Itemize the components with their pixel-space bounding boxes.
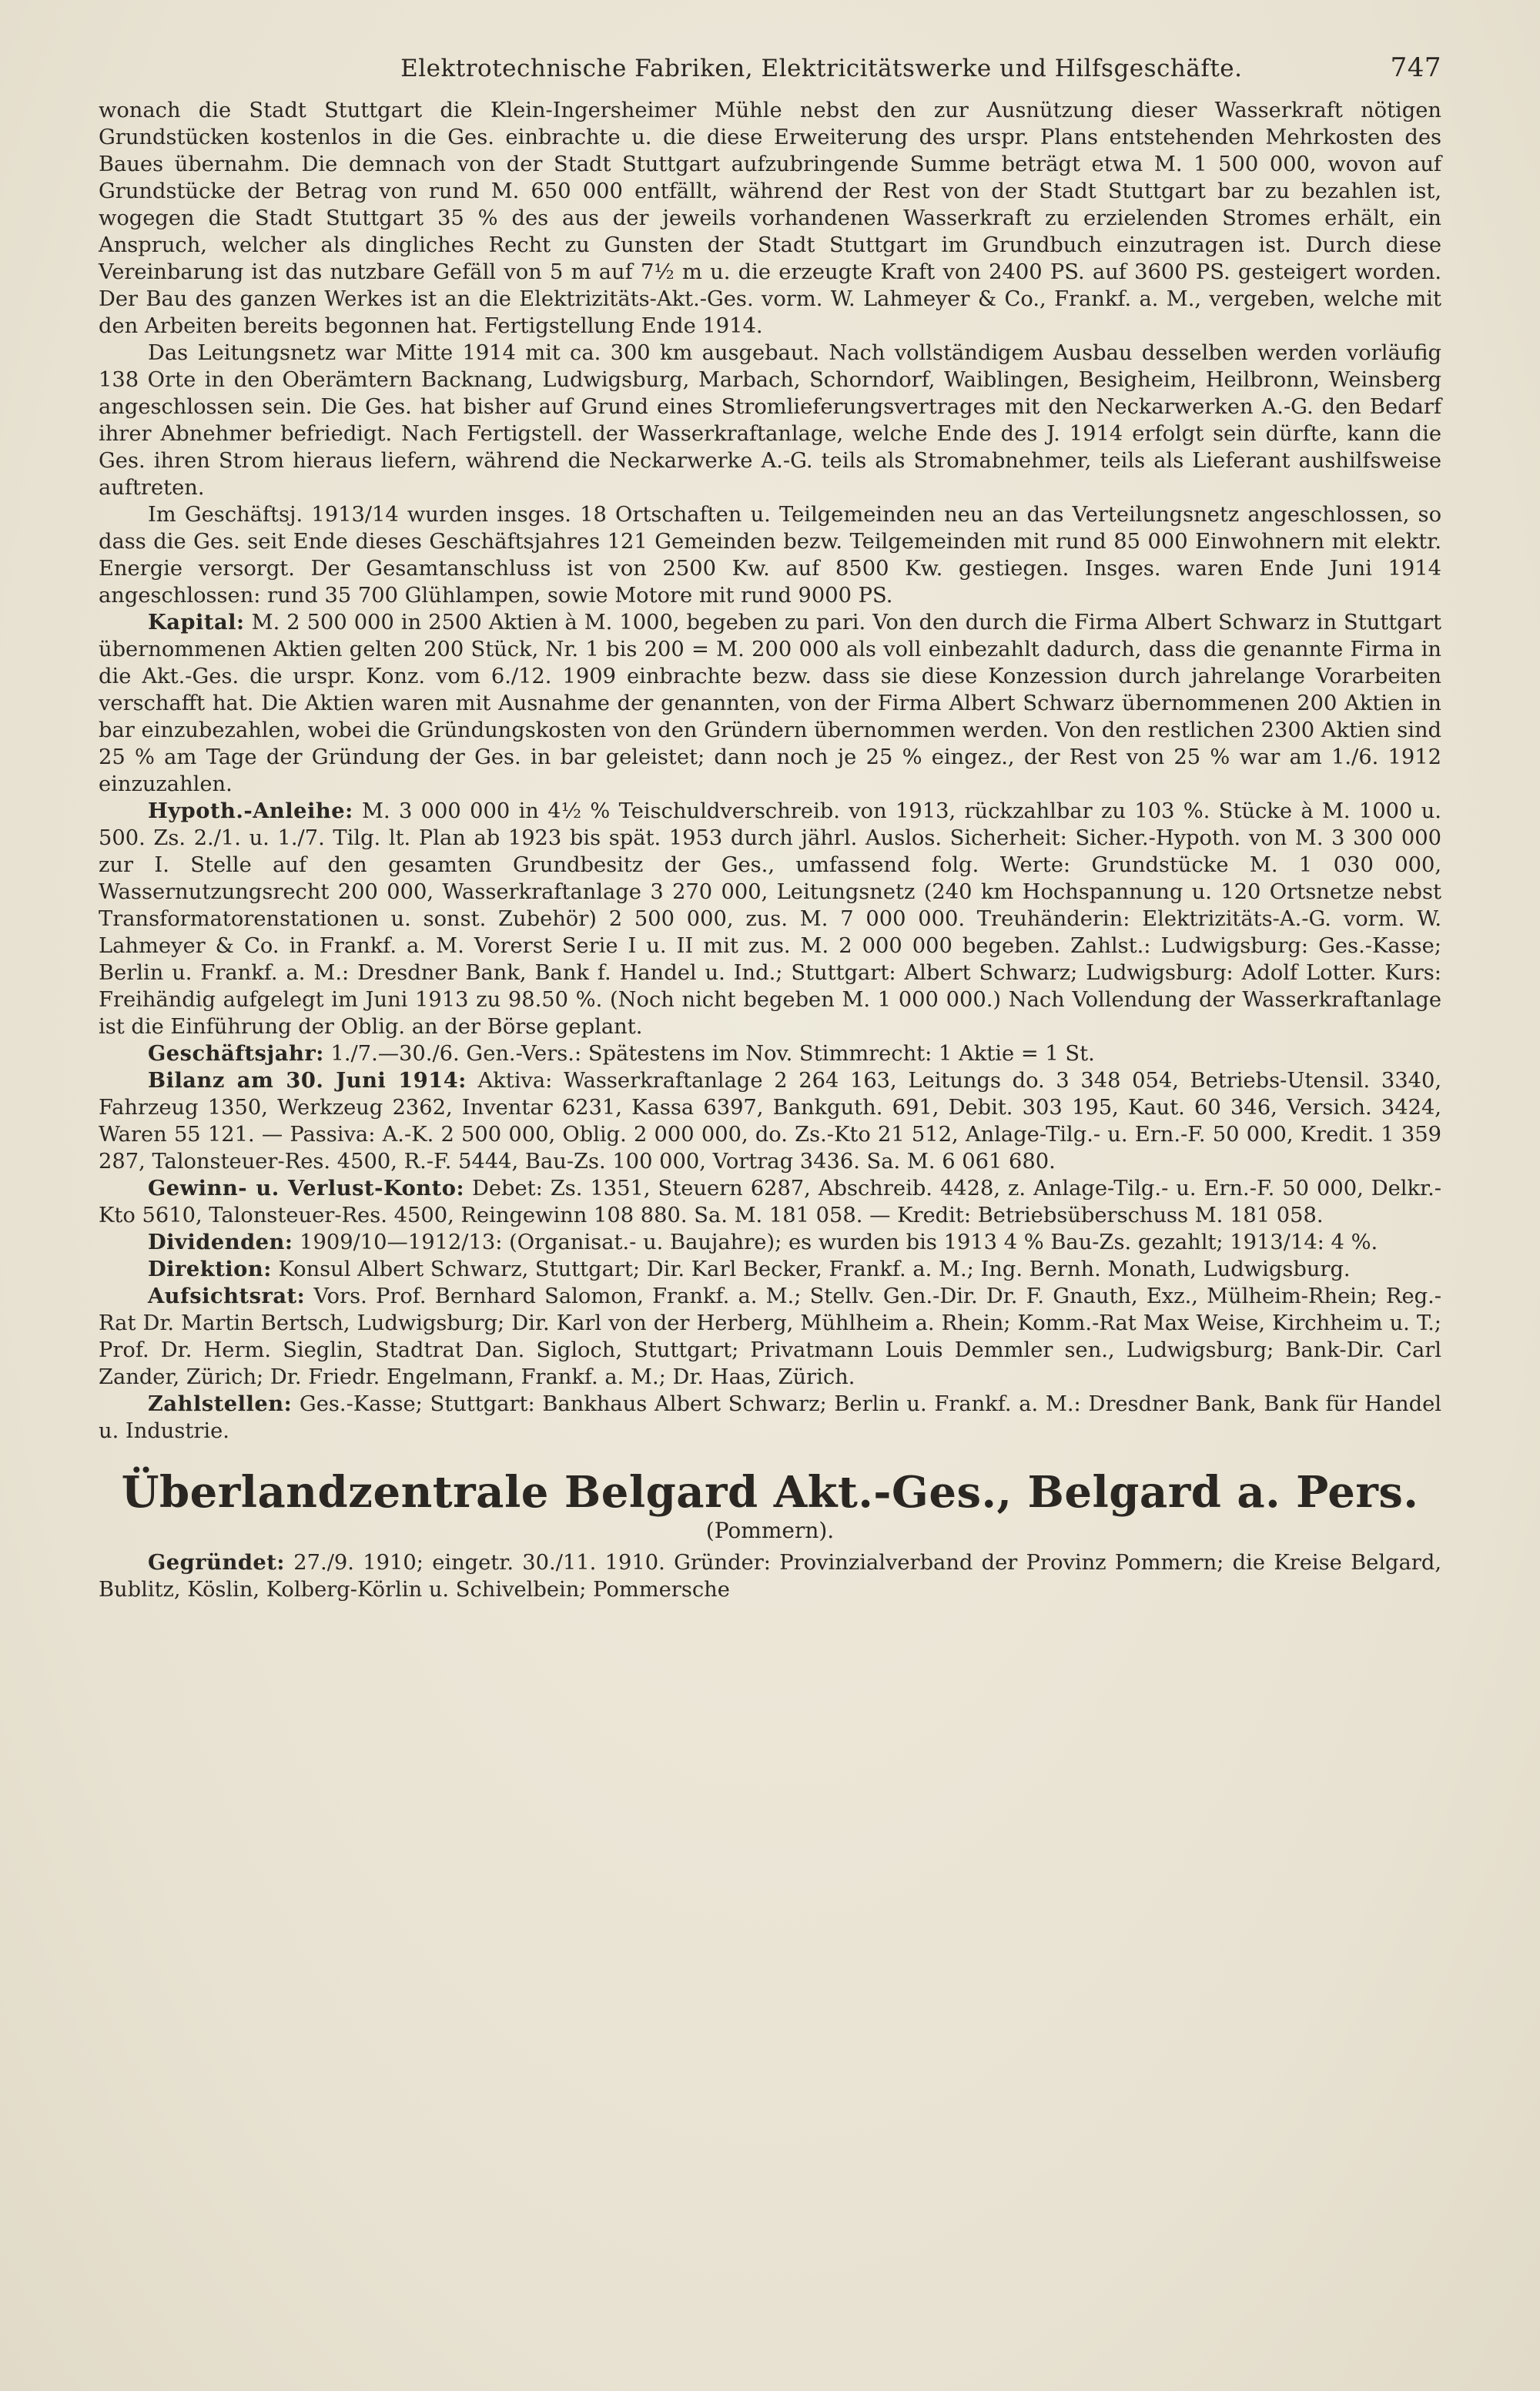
paragraph	[99, 340, 1441, 501]
running-title: Elektrotechnische Fabriken, Elektricitätswerke und Hilfsgeschäfte.	[400, 55, 1243, 82]
section-heading: Überlandzentrale Belgard Akt.-Ges., Belgard a. Pers.	[121, 1467, 1419, 1518]
paragraph-geschaeftsjahr	[99, 1040, 1441, 1067]
paragraph-gegruendet	[99, 1549, 1441, 1603]
paragraph-text: Das Leitungsnetz war Mitte 1914 mit ca. 300 km ausgebaut. Nach vollständigem Ausbau desselben werden vorläufig 138 Orte in den Oberämtern Backnang, Ludwigsburg, Marbach, Schorndorf, Waiblingen, Besigheim, Heilbronn, Weinsberg angeschlossen sein. Die Ges. hat bisher auf Grund eines Stromlieferungsvertrages mit den Neckarwerken A.-G. den Bedarf ihrer Abnehmer befriedigt. Nach Fertigstell. der Wasserkraftanlage, welche Ende des J. 1914 erfolgt sein dürfte, kann die Ges. ihren Strom hieraus liefern, während die Neckarwerke A.-G. teils als Stromabnehmer, teils als Lieferant aushilfsweise auftreten.	[99, 341, 1441, 500]
section-subheading: (Pommern).	[705, 1518, 835, 1543]
paragraph-text: Aktiva: Wasserkraftanlage 2 264 163, Leitungs do. 3 348 054, Betriebs-Utensil. 3340, Fahrzeug 1350, Werkzeug 2362, Inventar 6231, Kassa 6397, Bankguth. 691, Debit. 303 195, Kaut. 60 346, Versich. 3424, Waren 55 121. — Passiva: A.-K. 2 500 000, Oblig. 2 000 000, do. Zs.-Kto 21 512, Anlage-Tilg.- u. Ern.-F. 50 000, Kredit. 1 359 287, Talonsteuer-Res. 4500, R.-F. 5444, Bau-Zs. 100 000, Vortrag 3436. Sa. M. 6 061 680.	[99, 1069, 1442, 1174]
page-header	[99, 52, 1441, 83]
paragraph-text: Konsul Albert Schwarz, Stuttgart; Dir. Karl Becker, Frankf. a. M.; Ing. Bernh. Monath, Ludwigsburg.	[278, 1257, 1351, 1281]
paragraph-aufsichtsrat	[99, 1283, 1441, 1391]
paragraph-lead: Bilanz am 30. Juni 1914:	[148, 1068, 467, 1093]
paragraph-lead: Direktion:	[148, 1257, 272, 1281]
paragraph-text: wonach die Stadt Stuttgart die Klein-Ingersheimer Mühle nebst den zur Ausnützung dieser Wasserkraft nötigen Grundstücken kostenlos in die Ges. einbrachte u. die diese Erweiterung des urspr. Plans entstehenden Mehrkosten des Baues übernahm. Die demnach von der Stadt Stuttgart aufzubringende Summe beträgt etwa M. 1 500 000, wovon auf Grundstücke der Betrag von rund M. 650 000 entfällt, während der Rest von der Stadt Stuttgart bar zu bezahlen ist, wogegen die Stadt Stuttgart 35 % des aus der jeweils vorhandenen Wasserkraft zu erzielenden Stromes erhält, ein Anspruch, welcher als dingliches Recht zu Gunsten der Stadt Stuttgart im Grundbuch einzutragen ist. Durch diese Vereinbarung ist das nutzbare Gefäll von 5 m auf 7½ m u. die erzeugte Kraft von 2400 PS. auf 3600 PS. gesteigert worden. Der Bau des ganzen Werkes ist an die Elektrizitäts-Akt.-Ges. vorm. W. Lahmeyer & Co., Frankf. a. M., vergeben, welche mit den Arbeiten bereits begonnen hat. Fertigstellung Ende 1914.	[99, 99, 1441, 338]
paragraph-text: 1909/10—1912/13: (Organisat.- u. Baujahre); es wurden bis 1913 4 % Bau-Zs. gezahlt; 1913/14: 4 %.	[300, 1231, 1378, 1254]
paragraph-lead: Geschäftsjahr:	[148, 1041, 324, 1066]
paragraph-kapital	[99, 609, 1441, 798]
paragraph-zahlstellen	[99, 1391, 1441, 1445]
paragraph-direktion	[99, 1256, 1441, 1283]
paragraph-lead: Zahlstellen:	[148, 1391, 293, 1416]
paragraph-lead: Gewinn- u. Verlust-Konto:	[148, 1176, 465, 1201]
paragraph	[99, 501, 1441, 609]
paragraph-text: 1./7.—30./6. Gen.-Vers.: Spätestens im Nov. Stimmrecht: 1 Aktie = 1 St.	[330, 1042, 1095, 1066]
paragraph-gewinn-verlust	[99, 1175, 1441, 1229]
paragraph-hypoth-anleihe	[99, 798, 1441, 1040]
paragraph-bilanz	[99, 1067, 1441, 1175]
paragraph-text: Vors. Prof. Bernhard Salomon, Frankf. a. M.; Stellv. Gen.-Dir. Dr. F. Gnauth, Exz., Mülheim-Rhein; Reg.-Rat Dr. Martin Bertsch, Ludwigsburg; Dir. Karl von der Herberg, Mühlheim a. Rhein; Komm.-Rat Max Weise, Kirchheim u. T.; Prof. Dr. Herm. Sieglin, Stadtrat Dan. Sigloch, Stuttgart; Privatmann Louis Demmler sen., Ludwigsburg; Bank-Dir. Carl Zander, Zürich; Dr. Friedr. Engelmann, Frankf. a. M.; Dr. Haas, Zürich.	[99, 1284, 1441, 1389]
paragraph-lead: Kapital:	[148, 610, 245, 635]
body-text	[99, 97, 1441, 1603]
paragraph-dividenden	[99, 1229, 1441, 1256]
paragraph-text: Ges.-Kasse; Stuttgart: Bankhaus Albert Schwarz; Berlin u. Frankf. a. M.: Dresdner Bank, Bank für Handel u. Industrie.	[99, 1392, 1441, 1443]
paragraph-lead: Hypoth.-Anleihe:	[148, 799, 353, 823]
paragraph-lead: Aufsichtsrat:	[148, 1284, 306, 1308]
paragraph-lead: Gegründet:	[148, 1550, 285, 1575]
paragraph-text: M. 2 500 000 in 2500 Aktien à M. 1000, begeben zu pari. Von den durch die Firma Albert Schwarz in Stuttgart übernommenen Aktien gelten 200 Stück, Nr. 1 bis 200 = M. 200 000 als voll einbezahlt dadurch, dass die genannte Firma in die Akt.-Ges. die urspr. Konz. vom 6./12. 1909 einbrachte bezw. dass sie diese Konzession durch jahrelange Vorarbeiten verschafft hat. Die Aktien waren mit Ausnahme der genannten, von der Firma Albert Schwarz übernommenen 200 Aktien in bar einzubezahlen, wobei die Gründungskosten von den Gründern übernommen werden. Von den restlichen 2300 Aktien sind 25 % am Tage der Gründung der Ges. in bar geleistet; dann noch je 25 % eingez., der Rest von 25 % war am 1./6. 1912 einzuzahlen.	[99, 611, 1441, 796]
paragraph-lead: Dividenden:	[148, 1230, 293, 1254]
paragraph	[99, 97, 1441, 340]
paragraph-text: Debet: Zs. 1351, Steuern 6287, Abschreib. 4428, z. Anlage-Tilg.- u. Ern.-F. 50 000, Delkr.-Kto 5610, Talonsteuer-Res. 4500, Reingewinn 108 880. Sa. M. 181 058. — Kredit: Betriebsüberschuss M. 181 058.	[99, 1177, 1441, 1227]
page-number: 747	[1390, 52, 1441, 83]
paragraph-text: Im Geschäftsj. 1913/14 wurden insges. 18 Ortschaften u. Teilgemeinden neu an das Verteilungsnetz angeschlossen, so dass die Ges. seit Ende dieses Geschäftsjahres 121 Gemeinden bezw. Teilgemeinden mit rund 85 000 Einwohnern mit elektr. Energie versorgt. Der Gesamtanschluss ist von 2500 Kw. auf 8500 Kw. gestiegen. Insges. waren Ende Juni 1914 angeschlossen: rund 35 700 Glühlampen, sowie Motore mit rund 9000 PS.	[99, 503, 1441, 608]
paragraph-text: 27./9. 1910; eingetr. 30./11. 1910. Gründer: Provinzialverband der Provinz Pommern; die Kreise Belgard, Bublitz, Köslin, Kolberg-Körlin u. Schivelbein; Pommersche	[99, 1551, 1441, 1602]
paragraph-text: M. 3 000 000 in 4½ % Teischuldverschreib. von 1913, rückzahlbar zu 103 %. Stücke à M. 1000 u. 500. Zs. 2./1. u. 1./7. Tilg. lt. Plan ab 1923 bis spät. 1953 durch jährl. Auslos. Sicherheit: Sicher.-Hypoth. von M. 3 300 000 zur I. Stelle auf den gesamten Grundbesitz der Ges., umfassend folg. Werte: Grundstücke M. 1 030 000, Wassernutzungsrecht 200 000, Wasserkraftanlage 3 270 000, Leitungsnetz (240 km Hochspannung u. 120 Ortsnetze nebst Transformatorenstationen u. sonst. Zubehör) 2 500 000, zus. M. 7 000 000. Treuhänderin: Elektrizitäts-A.-G. vorm. W. Lahmeyer & Co. in Frankf. a. M. Vorerst Serie I u. II mit zus. M. 2 000 000 begeben. Zahlst.: Ludwigsburg: Ges.-Kasse; Berlin u. Frankf. a. M.: Dresdner Bank, Bank f. Handel u. Ind.; Stuttgart: Albert Schwarz; Ludwigsburg: Adolf Lotter. Kurs: Freihändig aufgelegt im Juni 1913 zu 98.50 %. (Noch nicht begeben M. 1 000 000.) Nach Vollendung der Wasserkraftanlage ist die Einführung der Oblig. an der Börse geplant.	[99, 799, 1441, 1039]
